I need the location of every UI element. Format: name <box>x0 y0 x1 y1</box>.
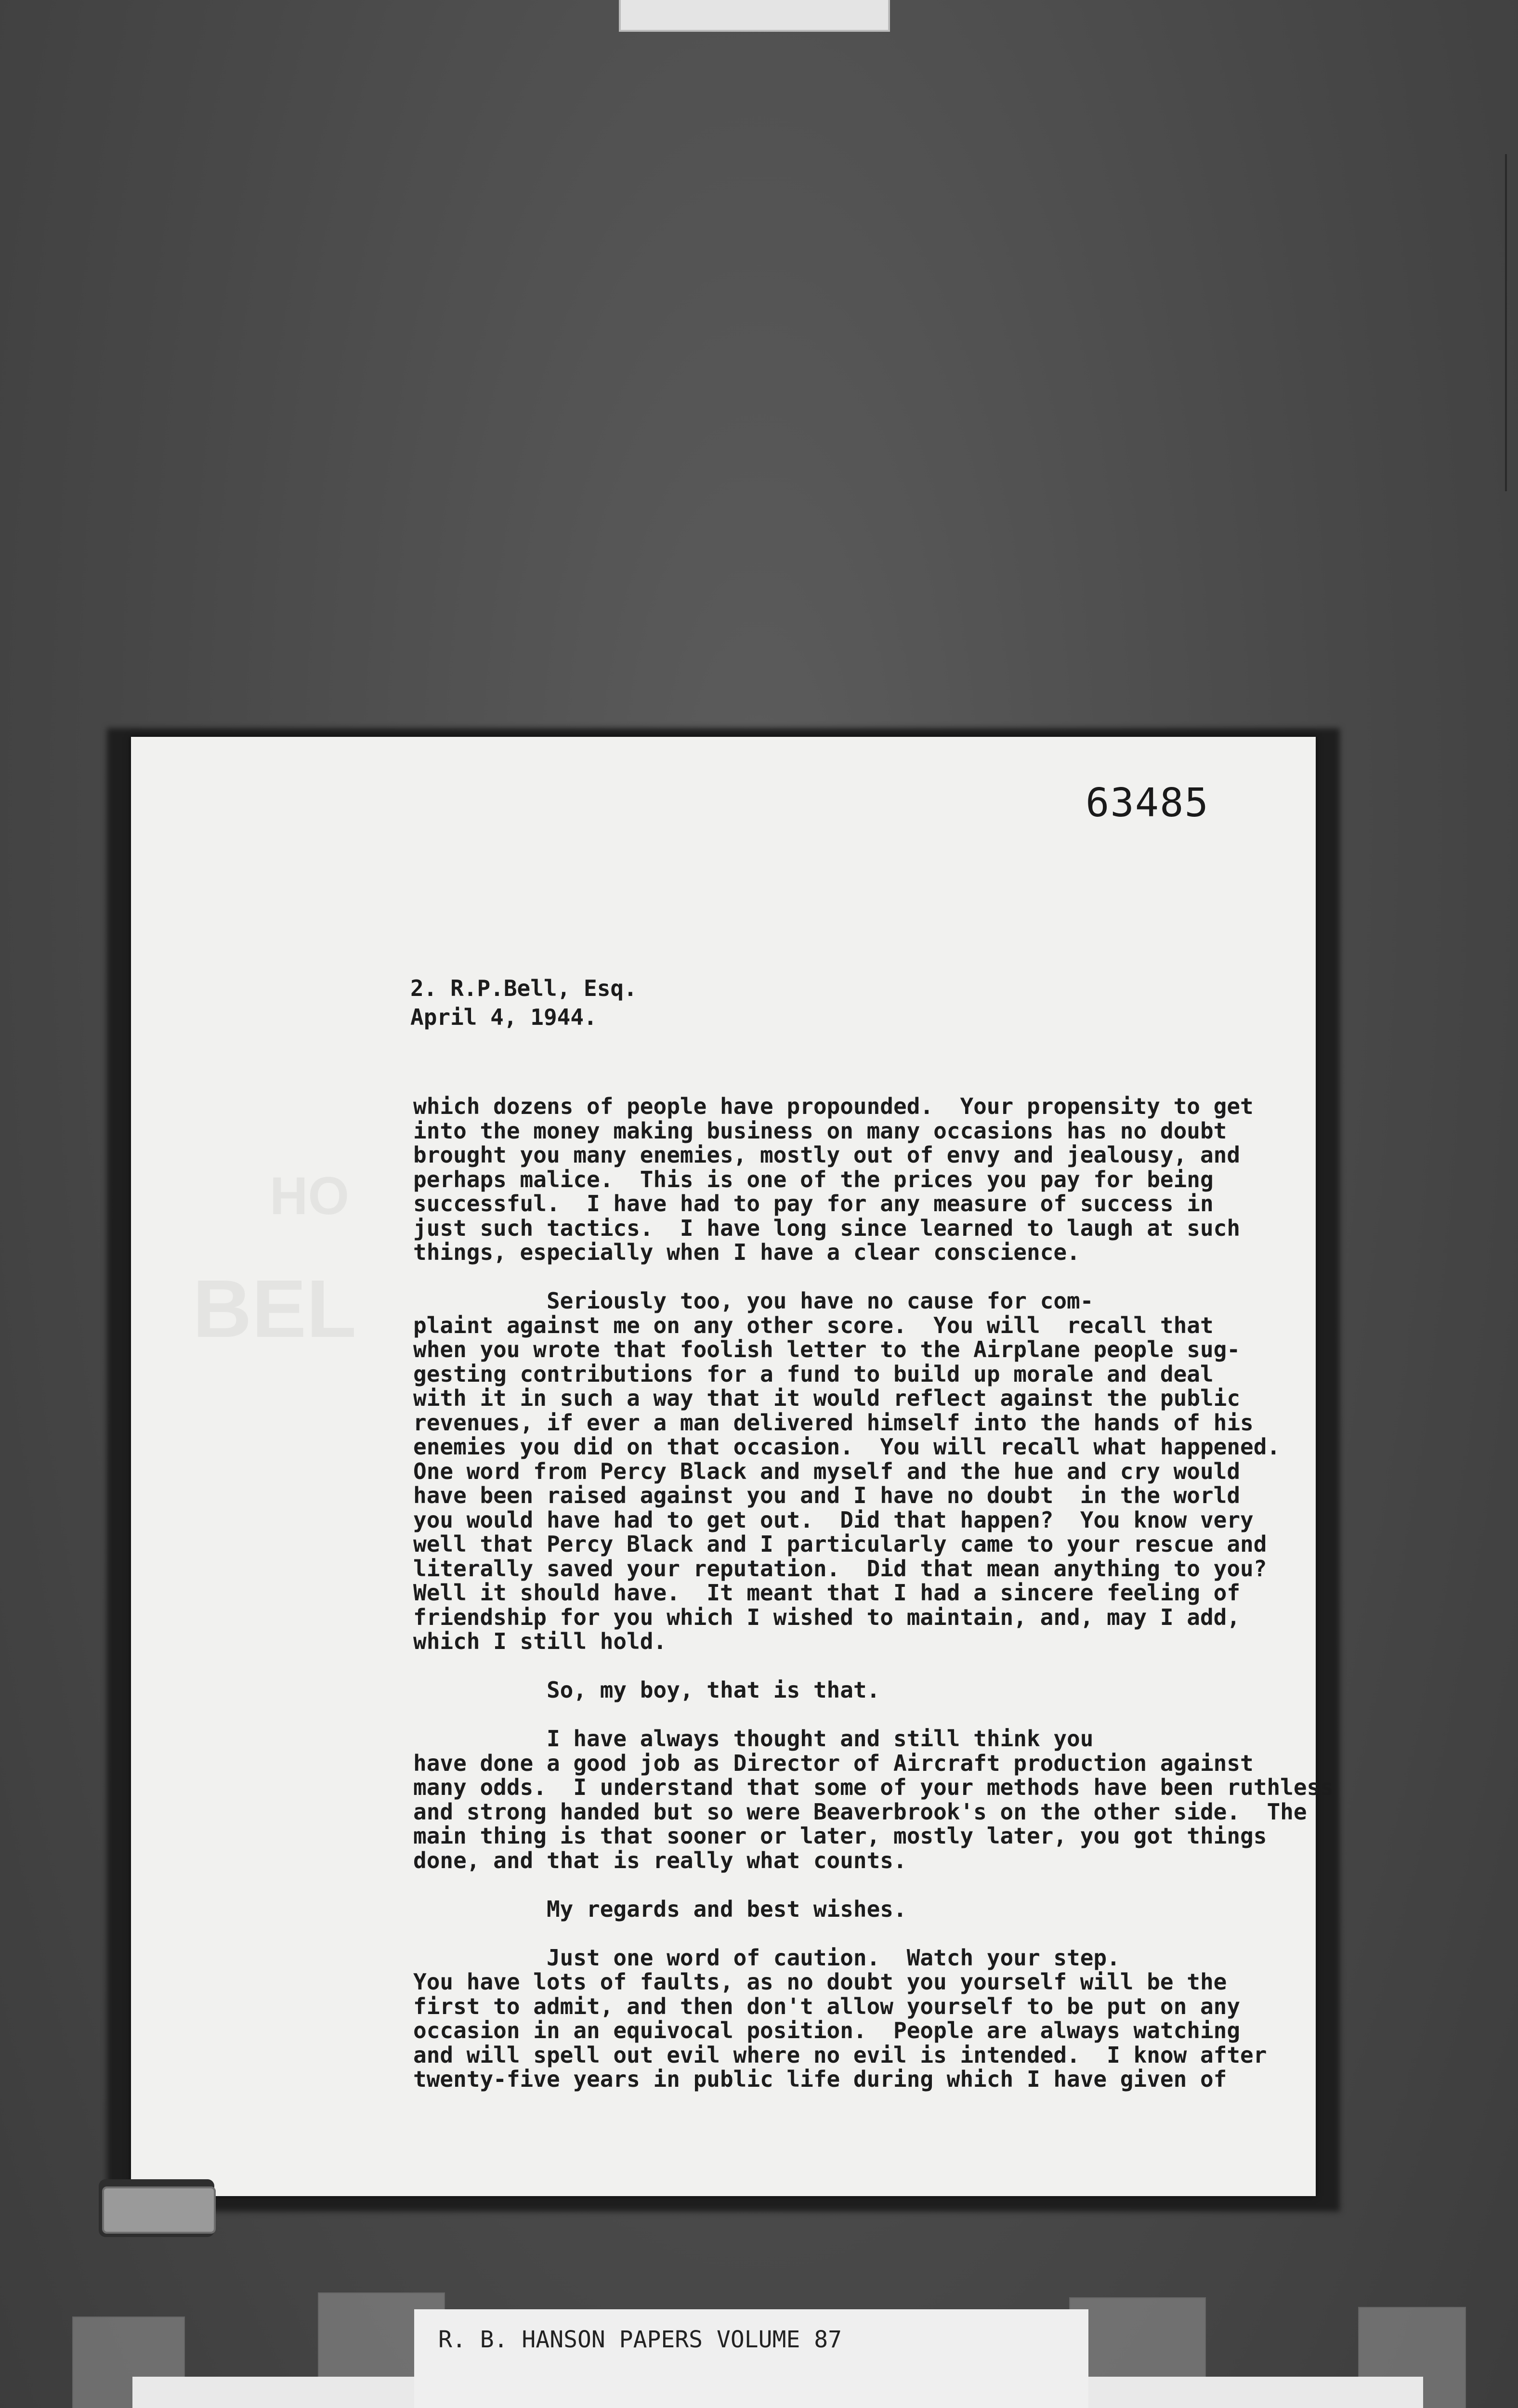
body-line: friendship for you which I wished to maintain, and, may I add, <box>413 1604 1241 1630</box>
body-line: gesting contributions for a fund to build up morale and deal <box>413 1361 1214 1387</box>
body-line: have done a good job as Director of Aircraft production against <box>413 1750 1254 1776</box>
body-line: occasion in an equivocal position. People are always watching <box>413 2017 1241 2043</box>
body-line: I have always thought and still think you <box>413 1726 1094 1752</box>
volume-label: R. B. HANSON PAPERS VOLUME 87 <box>438 2326 842 2353</box>
body-line: things, especially when I have a clear conscience. <box>413 1239 1080 1265</box>
clip <box>102 2186 216 2234</box>
body-line: which dozens of people have propounded. Your propensity to get <box>413 1093 1254 1119</box>
body-line: just such tactics. I have long since learned to laugh at such <box>413 1215 1241 1241</box>
header-line: 2. R.P.Bell, Esq. <box>410 975 637 1001</box>
body-line: One word from Percy Black and myself and the hue and cry would <box>413 1458 1241 1484</box>
body-line: Well it should have. It meant that I had a sincere feeling of <box>413 1580 1241 1606</box>
body-line: main thing is that sooner or later, mostly later, you got things <box>413 1823 1267 1849</box>
body-line: with it in such a way that it would reflect against the public <box>413 1385 1241 1411</box>
body-line: and will spell out evil where no evil is intended. I know after <box>413 2042 1267 2068</box>
header-line: April 4, 1944. <box>410 1004 597 1030</box>
body-line: into the money making business on many occasions has no doubt <box>413 1117 1227 1144</box>
body-line: done, and that is really what counts. <box>413 1847 907 1873</box>
bleed-through-mark: BEL <box>193 1263 356 1355</box>
body-line: So, my boy, that is that. <box>413 1677 880 1703</box>
document-number: 63485 <box>1086 780 1209 826</box>
body-line: perhaps malice. This is one of the prices you pay for being <box>413 1166 1214 1192</box>
film-tab <box>619 0 890 32</box>
body-line: well that Percy Black and I particularly came to your rescue and <box>413 1531 1267 1557</box>
body-line: first to admit, and then don't allow yourself to be put on any <box>413 1993 1241 2019</box>
body-line: revenues, if ever a man delivered himself into the hands of his <box>413 1409 1254 1436</box>
frame-edge-mark <box>1505 154 1507 491</box>
body-line: literally saved your reputation. Did that mean anything to you? <box>413 1555 1267 1582</box>
body-line: successful. I have had to pay for any measure of success in <box>413 1191 1214 1217</box>
body-line: You have lots of faults, as no doubt you yourself will be the <box>413 1969 1227 1995</box>
body-line: Seriously too, you have no cause for com- <box>413 1288 1094 1314</box>
body-line: brought you many enemies, mostly out of envy and jealousy, and <box>413 1142 1241 1168</box>
body-line: and strong handed but so were Beaverbrook's on the other side. The <box>413 1798 1307 1825</box>
body-line: My regards and best wishes. <box>413 1896 907 1922</box>
body-line: plaint against me on any other score. You will recall that <box>413 1312 1214 1338</box>
body-line: Just one word of caution. Watch your step. <box>413 1944 1120 1971</box>
body-line: have been raised against you and I have no doubt in the world <box>413 1482 1241 1508</box>
body-line: which I still hold. <box>413 1628 667 1654</box>
body-line: many odds. I understand that some of your methods have been ruthless <box>413 1774 1334 1800</box>
body-line: twenty-five years in public life during which I have given of <box>413 2066 1227 2092</box>
volume-label-strip <box>414 2309 1088 2408</box>
bleed-through-mark: HO <box>270 1166 349 1226</box>
body-line: enemies you did on that occasion. You will recall what happened. <box>413 1434 1281 1460</box>
body-line: you would have had to get out. Did that happen? You know very <box>413 1506 1254 1533</box>
body-line: when you wrote that foolish letter to the Airplane people sug- <box>413 1336 1241 1362</box>
